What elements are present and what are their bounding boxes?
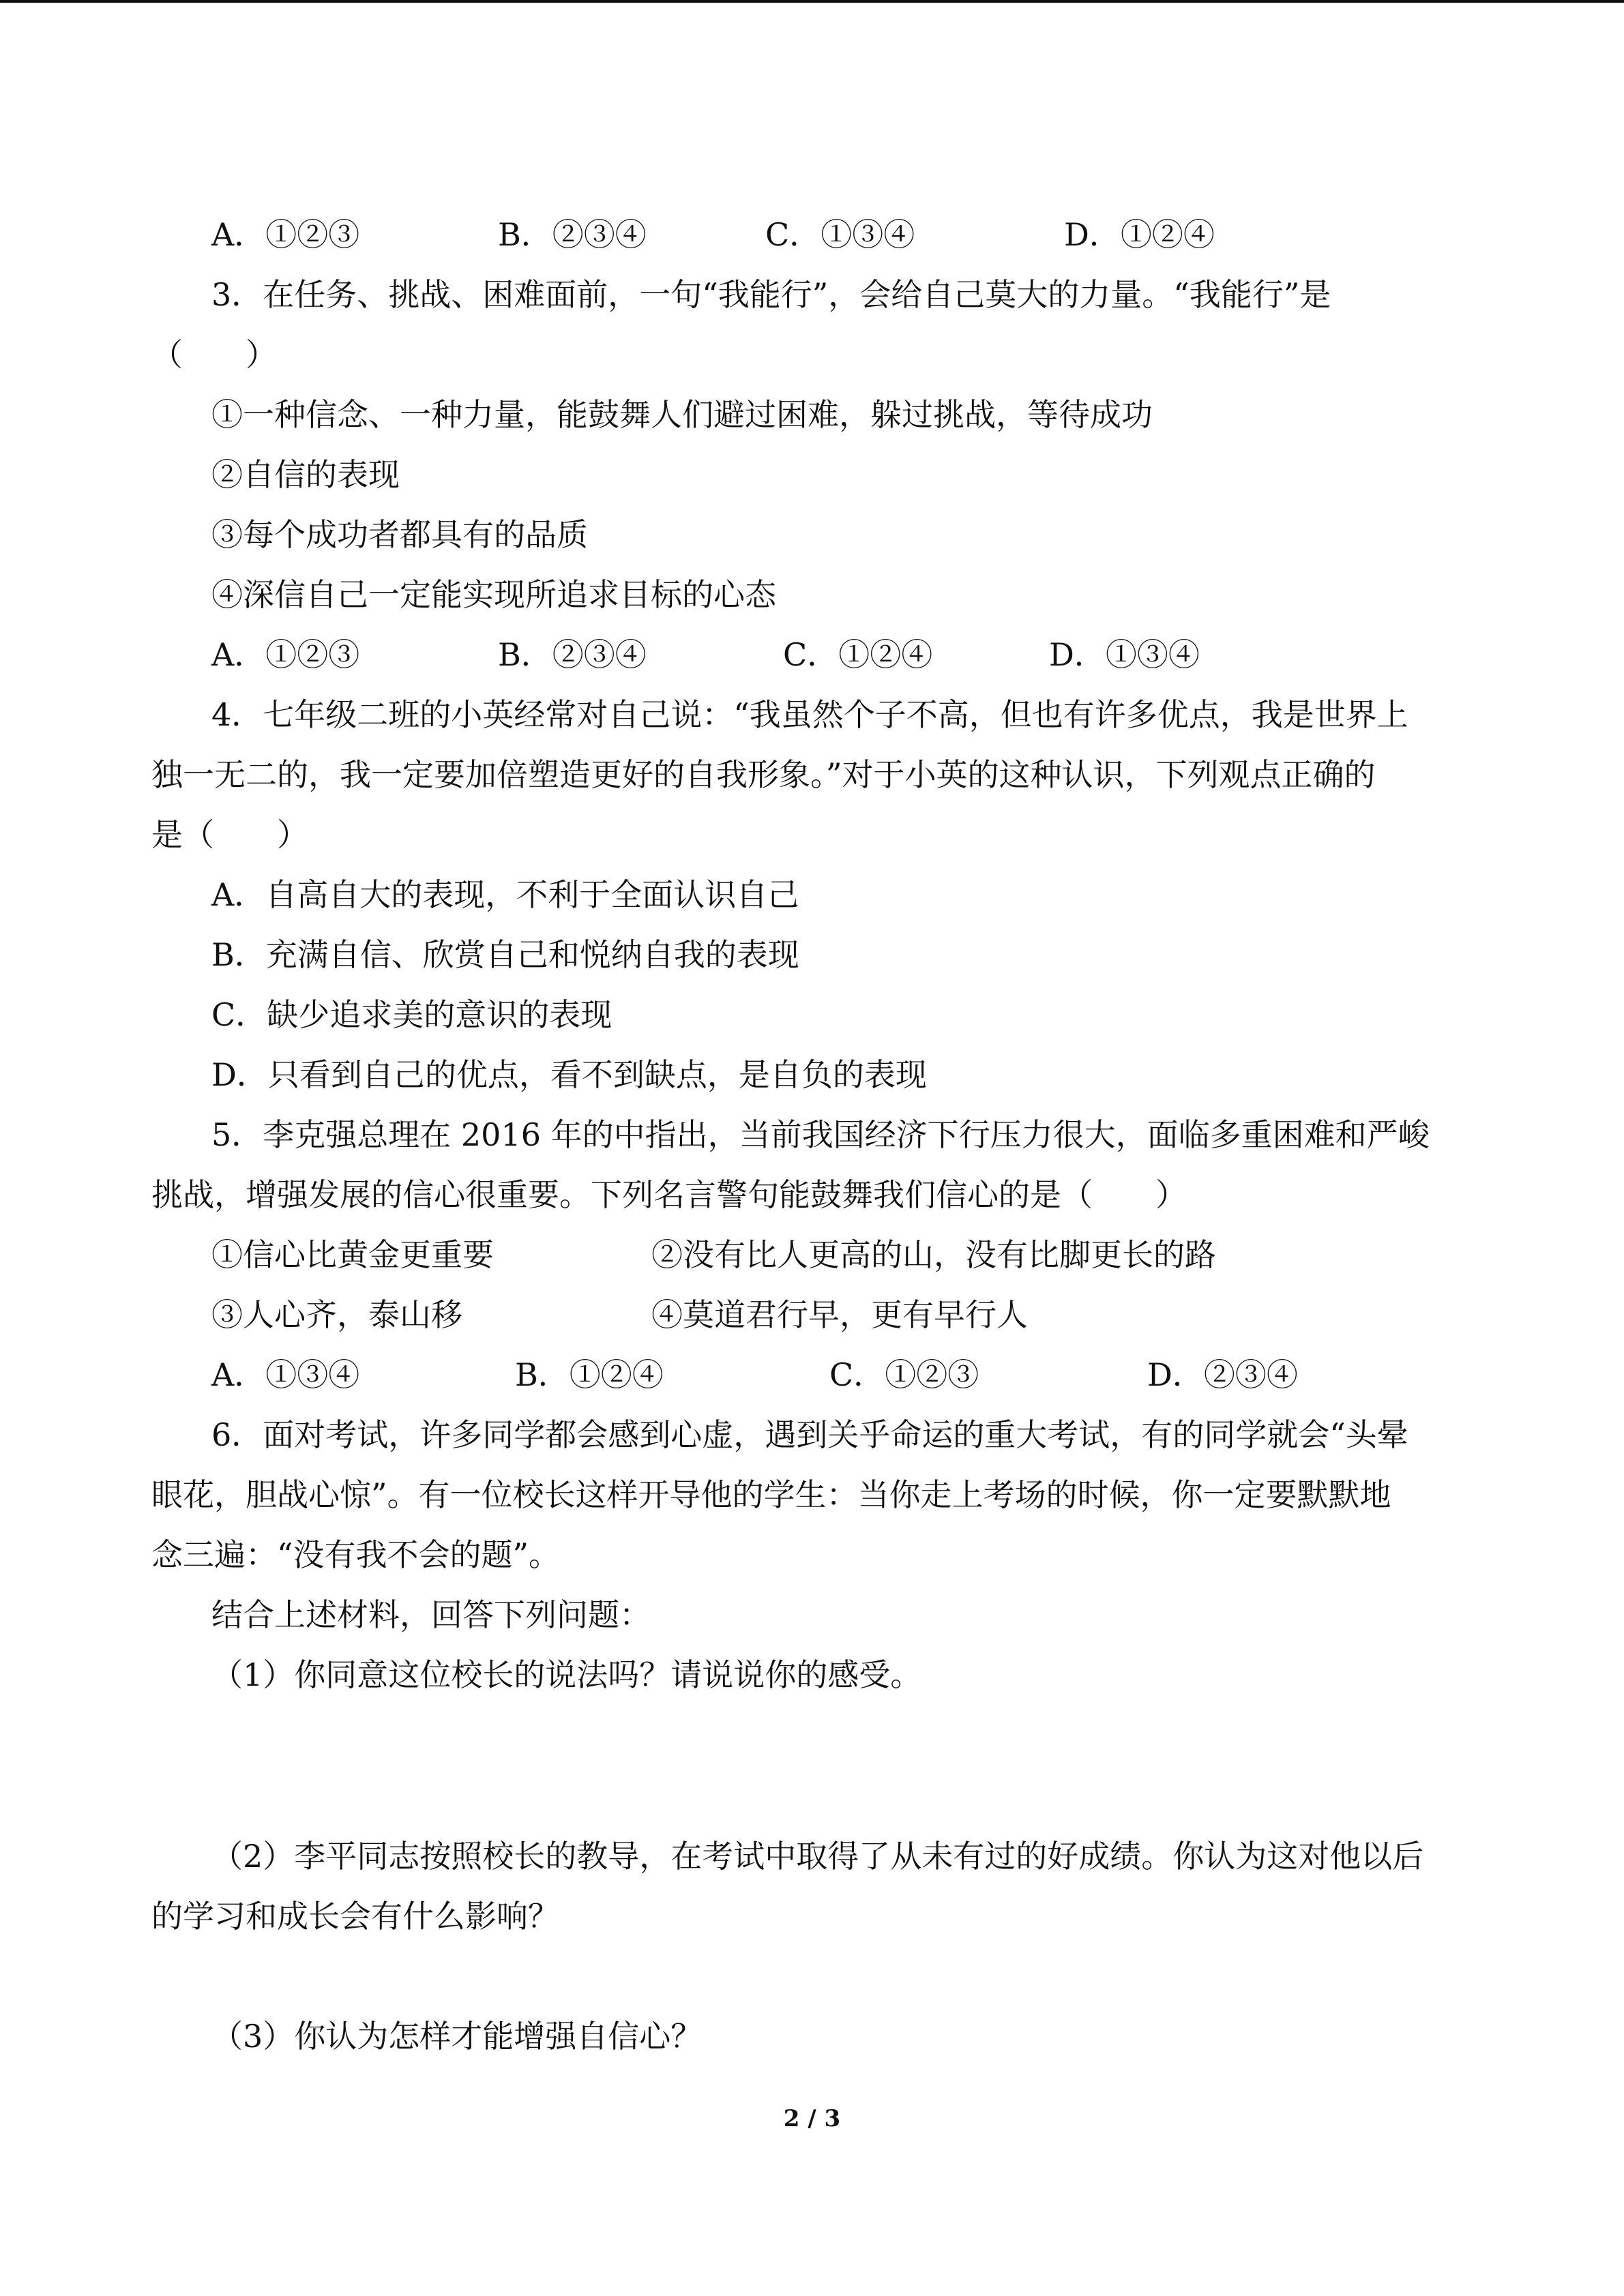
q6-stem-line2: 眼花，胆战心惊”。有一位校长这样开导他的学生：当你走上考场的时候，你一定要默默地: [151, 1476, 1391, 1513]
q5-stem-line1: 5．李克强总理在 2016 年的中指出，当前我国经济下行压力很大，面临多重困难和严峻: [211, 1116, 1430, 1153]
q5-option-d: D．②③④: [1147, 1356, 1298, 1393]
q6-sub-question-2-line2: 的学习和成长会有什么影响？: [151, 1898, 559, 1935]
q2-option-b: B．②③④: [498, 216, 647, 253]
q2-option-a: A．①②③: [211, 216, 360, 253]
q4-stem-line3: 是（ ）: [151, 816, 308, 853]
q5-item-3: ③人心齐，泰山移: [211, 1296, 462, 1333]
q6-sub-question-3: （3）你认为怎样才能增强自信心？: [211, 2018, 703, 2055]
q6-stem-line1: 6．面对考试，许多同学都会感到心虚，遇到关乎命运的重大考试，有的同学就会“头晕: [211, 1416, 1408, 1453]
q3-option-a: A．①②③: [211, 636, 360, 673]
q4-stem-line2: 独一无二的，我一定要加倍塑造更好的自我形象。”对于小英的这种认识，下列观点正确的: [151, 756, 1376, 793]
q3-option-d: D．①③④: [1049, 636, 1200, 673]
q5-option-b: B．①②④: [515, 1356, 664, 1393]
q4-option-d: D．只看到自己的优点，看不到缺点，是自负的表现: [211, 1056, 927, 1093]
q2-option-d: D．①②④: [1064, 216, 1215, 253]
q5-item-4: ④莫道君行早，更有早行人: [651, 1296, 1028, 1333]
q6-sub-question-2-line1: （2）李平同志按照校长的教导，在考试中取得了从未有过的好成绩。你认为这对他以后: [211, 1838, 1424, 1875]
q4-option-c: C．缺少追求美的意识的表现: [211, 996, 612, 1033]
q5-option-a: A．①③④: [211, 1356, 360, 1393]
q3-option-c: C．①②④: [783, 636, 933, 673]
q6-prompt: 结合上述材料，回答下列问题：: [211, 1596, 651, 1633]
q5-option-c: C．①②③: [829, 1356, 979, 1393]
q4-option-b: B．充满自信、欣赏自己和悦纳自我的表现: [211, 936, 799, 973]
q4-stem-line1: 4．七年级二班的小英经常对自己说：“我虽然个子不高，但也有许多优点，我是世界上: [211, 696, 1408, 733]
q3-item-3: ③每个成功者都具有的品质: [211, 516, 588, 553]
q3-item-4: ④深信自己一定能实现所追求目标的心态: [211, 576, 776, 613]
q3-item-1: ①一种信念、一种力量，能鼓舞人们避过困难，躲过挑战，等待成功: [211, 396, 1153, 433]
q3-option-b: B．②③④: [498, 636, 647, 673]
q5-item-1: ①信心比黄金更重要: [211, 1236, 494, 1273]
q6-sub-question-1: （1）你同意这位校长的说法吗？请说说你的感受。: [211, 1656, 922, 1693]
q4-option-a: A．自高自大的表现，不利于全面认识自己: [211, 876, 799, 913]
top-border-rule: [0, 0, 1624, 3]
q2-option-c: C．①③④: [765, 216, 915, 253]
q3-stem-line1: 3．在任务、挑战、困难面前，一句“我能行”，会给自己莫大的力量。“我能行”是: [211, 276, 1331, 313]
page-number: 2 / 3: [783, 2105, 841, 2132]
q3-item-2: ②自信的表现: [211, 456, 400, 493]
q5-item-2: ②没有比人更高的山，没有比脚更长的路: [651, 1236, 1216, 1273]
q3-stem-line2: （ ）: [151, 336, 277, 373]
q6-stem-line3: 念三遍：“没有我不会的题”。: [151, 1536, 561, 1573]
q5-stem-line2: 挑战，增强发展的信心很重要。下列名言警句能鼓舞我们信心的是（ ）: [151, 1176, 1187, 1213]
